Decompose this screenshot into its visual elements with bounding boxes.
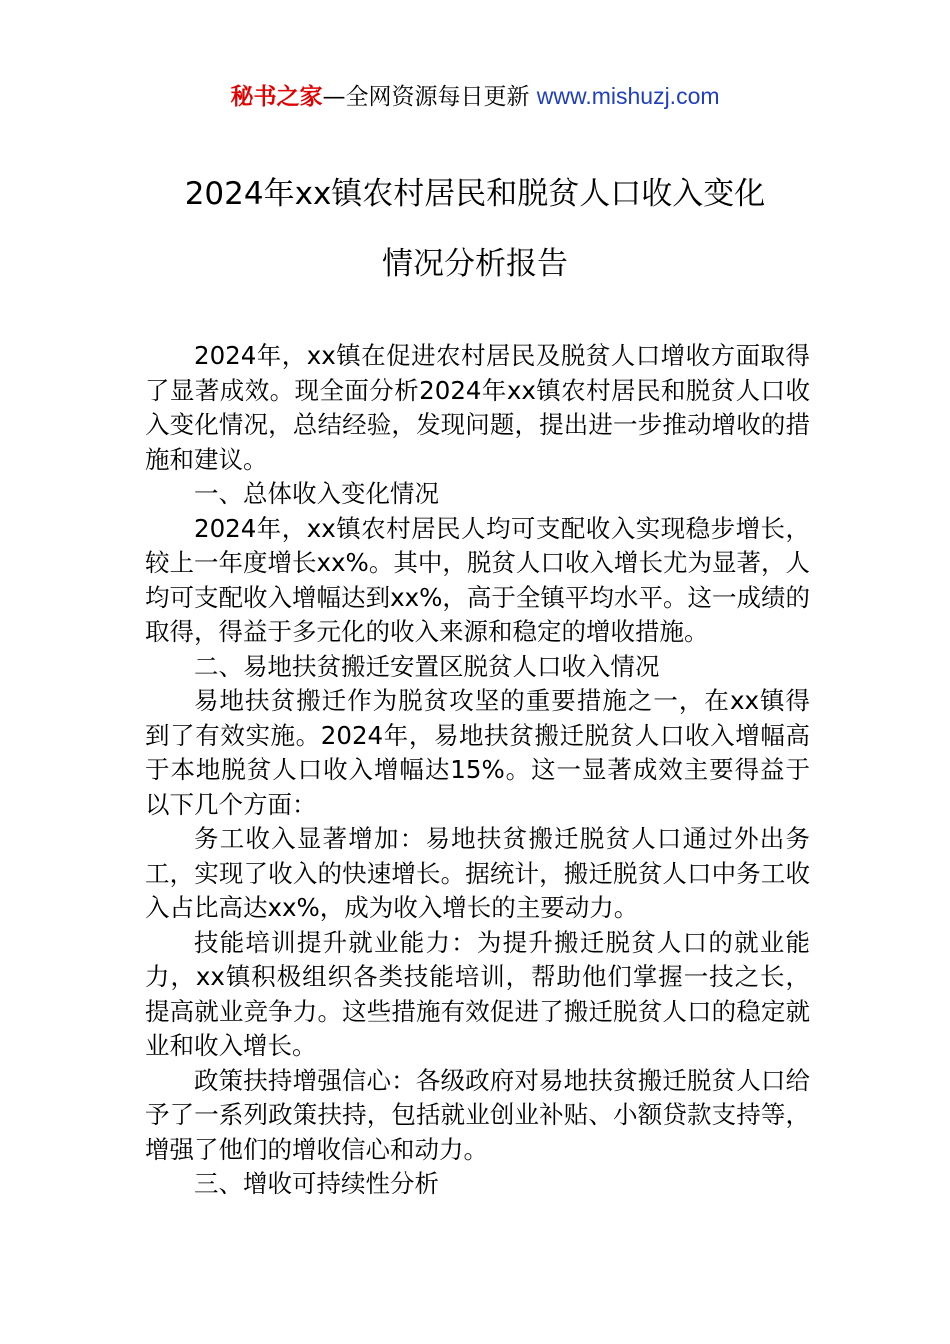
site-url-link[interactable]: www.mishuzj.com bbox=[536, 83, 720, 109]
body-paragraph: 务工收入显著增加：易地扶贫搬迁脱贫人口通过外出务工，实现了收入的快速增长。据统计，搬迁脱贫人口中务工收入占比高达xx%，成为收入增长的主要动力。 bbox=[145, 824, 810, 922]
body-paragraph: 政策扶持增强信心：各级政府对易地扶贫搬迁脱贫人口给予了一系列政策扶持，包括就业创业补贴、小额贷款支持等，增强了他们的增收信心和动力。 bbox=[145, 1065, 810, 1164]
section-heading-1: 一、总体收入变化情况 bbox=[194, 479, 439, 508]
document-title bbox=[0, 172, 950, 286]
document-body bbox=[145, 339, 810, 1202]
site-header bbox=[0, 80, 950, 113]
section-heading-2: 二、易地扶贫搬迁安置区脱贫人口收入情况 bbox=[194, 651, 660, 681]
body-paragraph: 易地扶贫搬迁作为脱贫攻坚的重要措施之一，在xx镇得到了有效实施。2024年，易地扶贫搬迁脱贫人口收入增幅高于本地脱贫人口收入增幅达15%。这一显著成效主要得益于以下几个方面： bbox=[145, 686, 810, 819]
title-line-2: 情况分析报告 bbox=[382, 246, 568, 282]
header-tagline: —全网资源每日更新 bbox=[322, 84, 537, 110]
title-line-1: 2024年xx镇农村居民和脱贫人口收入变化 bbox=[184, 176, 766, 212]
body-paragraph: 技能培训提升就业能力：为提升搬迁脱贫人口的就业能力，xx镇积极组织各类技能培训，帮助他们掌握一技之长，提高就业竞争力。这些措施有效促进了搬迁脱贫人口的稳定就业和收入增长。 bbox=[145, 927, 810, 1060]
intro-paragraph: 2024年，xx镇在促进农村居民及脱贫人口增收方面取得了显著成效。现全面分析2024年xx镇农村居民和脱贫人口收入变化情况，总结经验，发现问题，提出进一步推动增收的措施和建议。 bbox=[145, 341, 810, 474]
brand-name: 秘书之家 bbox=[230, 84, 323, 110]
body-paragraph: 2024年，xx镇农村居民人均可支配收入实现稳步增长，较上一年度增长xx%。其中，脱贫人口收入增长尤为显著，人均可支配收入增幅达到xx%，高于全镇平均水平。这一成绩的取得，得益于多元化的收入来源和稳定的增收措施。 bbox=[145, 513, 810, 646]
section-heading-3: 三、增收可持续性分析 bbox=[194, 1169, 439, 1198]
